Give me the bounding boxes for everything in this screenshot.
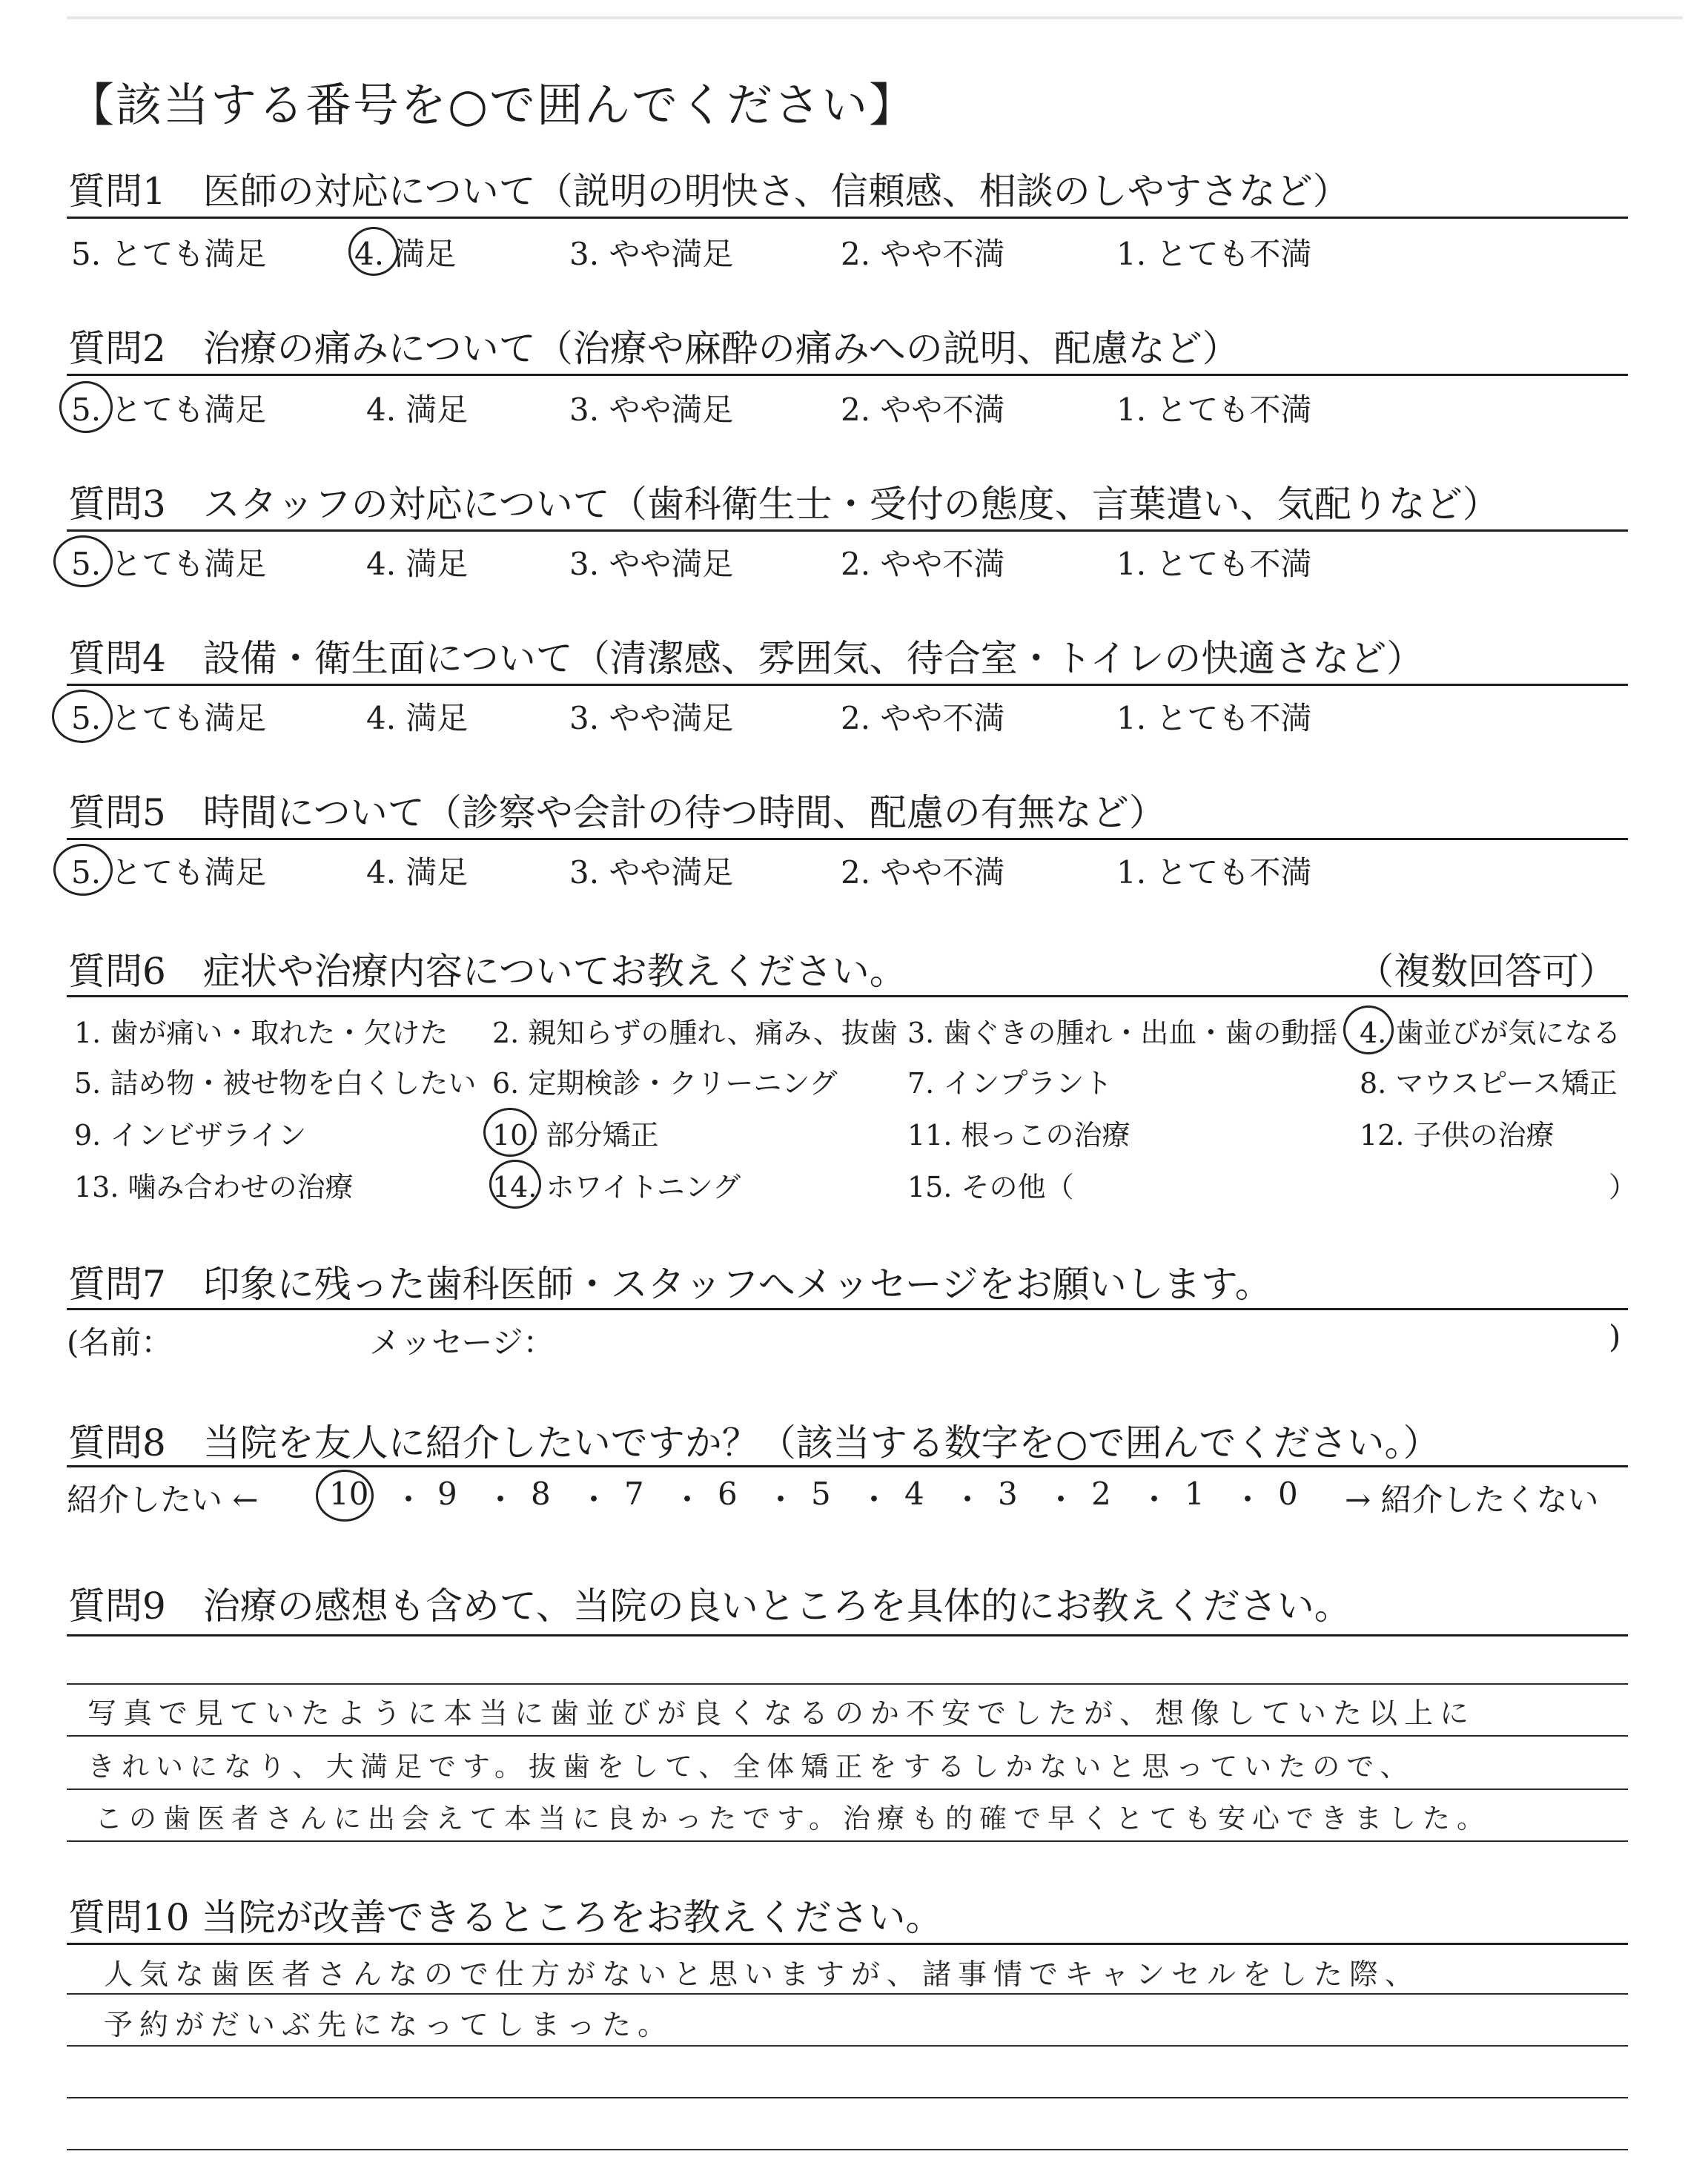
treatment-item[interactable]: 8. マウスピース矯正: [1360, 1067, 1618, 1100]
message-close: ): [1609, 1318, 1621, 1355]
treatment-item[interactable]: 5. 詰め物・被せ物を白くしたい: [74, 1067, 477, 1100]
option-2[interactable]: 2. やや不満: [841, 236, 1005, 272]
scale-dot: ・: [672, 1482, 704, 1518]
answer-line: [67, 2045, 1628, 2047]
selection-circle: [348, 227, 399, 276]
name-label: (名前：: [67, 1324, 173, 1361]
treatment-item[interactable]: 11. 根っこの治療: [907, 1119, 1131, 1152]
q6-heading: 質問6 症状や治療内容についてお教えください。: [68, 950, 907, 993]
recommend-right-label: → 紹介したくない: [1345, 1482, 1599, 1518]
q8-heading: 質問8 当院を友人に紹介したいですか？（該当する数字を○で囲んでください。）: [68, 1421, 1440, 1464]
scale-10[interactable]: 10: [329, 1476, 369, 1512]
answer-line: [67, 1735, 1628, 1737]
answer-line: [67, 2149, 1628, 2150]
treatment-item[interactable]: 12. 子供の治療: [1360, 1119, 1555, 1152]
option-1[interactable]: 1. とても不満: [1116, 236, 1312, 272]
option-3[interactable]: 3. やや満足: [569, 236, 734, 272]
treatment-item[interactable]: 1. 歯が痛い・取れた・欠けた: [74, 1017, 448, 1049]
q10-answer-line-2: 予約がだいぶ先になってしまった。: [104, 2009, 674, 2042]
option-4[interactable]: 4. 満足: [366, 392, 469, 428]
q7-heading: 質問7 印象に残った歯科医師・スタッフへメッセージをお願いします。: [68, 1263, 1272, 1306]
divider: [67, 995, 1628, 997]
option-2[interactable]: 2. やや不満: [841, 546, 1005, 582]
scale-dot: ・: [1045, 1482, 1077, 1518]
selection-circle: [489, 1160, 541, 1209]
selection-circle: [53, 844, 113, 896]
option-5[interactable]: 5. とても満足: [71, 546, 267, 582]
divider: [67, 217, 1628, 219]
q9-answer-line-1: 写真で見ていたように本当に歯並びが良くなるのか不安でしたが、想像していた以上に: [87, 1697, 1476, 1731]
scale-0[interactable]: 0: [1278, 1476, 1298, 1512]
treatment-item[interactable]: 7. インプラント: [907, 1067, 1113, 1100]
scale-4[interactable]: 4: [904, 1476, 924, 1512]
option-5[interactable]: 5. とても満足: [71, 700, 267, 736]
scale-7[interactable]: 7: [624, 1476, 644, 1512]
selection-circle: [316, 1470, 374, 1522]
treatment-item[interactable]: 14. ホワイトニング: [492, 1171, 741, 1203]
option-5[interactable]: 5. とても満足: [71, 392, 267, 428]
q9-heading: 質問9 治療の感想も含めて、当院の良いところを具体的にお教えください。: [68, 1585, 1351, 1628]
option-2[interactable]: 2. やや不満: [841, 700, 1005, 736]
treatment-item[interactable]: 6. 定期検診・クリーニング: [492, 1067, 838, 1100]
answer-line: [67, 1789, 1628, 1790]
option-1[interactable]: 1. とても不満: [1116, 392, 1312, 428]
treatment-item[interactable]: 3. 歯ぐきの腫れ・出血・歯の動揺: [907, 1017, 1338, 1049]
option-1[interactable]: 1. とても不満: [1116, 700, 1312, 736]
scale-3[interactable]: 3: [998, 1476, 1018, 1512]
option-2[interactable]: 2. やや不満: [841, 854, 1005, 891]
option-4[interactable]: 4. 満足: [354, 236, 457, 272]
option-1[interactable]: 1. とても不満: [1116, 854, 1312, 891]
divider: [67, 1465, 1628, 1467]
scale-8[interactable]: 8: [531, 1476, 551, 1512]
option-3[interactable]: 3. やや満足: [569, 546, 734, 582]
q5-heading: 質問5 時間について（診察や会計の待つ時間、配慮の有無など）: [68, 791, 1166, 834]
option-1[interactable]: 1. とても不満: [1116, 546, 1312, 582]
q4-heading: 質問4 設備・衛生面について（清潔感、雰囲気、待合室・トイレの快適さなど）: [68, 637, 1424, 680]
scale-dot: ・: [393, 1482, 425, 1518]
selection-circle: [1343, 1005, 1394, 1054]
treatment-item-close: ）: [1609, 1171, 1638, 1203]
option-4[interactable]: 4. 満足: [366, 854, 469, 891]
option-5[interactable]: 5. とても満足: [71, 854, 267, 891]
selection-circle: [483, 1108, 537, 1157]
q9-answer-line-3: この歯医者さんに出会えて本当に良かったです。治療も的確で早くとても安心できました。: [95, 1803, 1492, 1834]
scale-5[interactable]: 5: [811, 1476, 831, 1512]
selection-circle: [59, 381, 113, 433]
divider: [67, 1634, 1628, 1636]
treatment-item[interactable]: 13. 噛み合わせの治療: [74, 1171, 354, 1203]
top-edge: [67, 16, 1683, 19]
scale-1[interactable]: 1: [1185, 1476, 1205, 1512]
scale-6[interactable]: 6: [718, 1476, 738, 1512]
scale-dot: ・: [952, 1482, 984, 1518]
treatment-item[interactable]: 2. 親知らずの腫れ、痛み、抜歯: [492, 1017, 898, 1049]
scale-dot: ・: [578, 1482, 610, 1518]
divider: [67, 838, 1628, 840]
option-3[interactable]: 3. やや満足: [569, 392, 734, 428]
selection-circle: [53, 535, 113, 587]
treatment-item[interactable]: 9. インビザライン: [74, 1119, 307, 1152]
divider: [67, 684, 1628, 686]
scale-dot: ・: [1139, 1482, 1171, 1518]
divider: [67, 1943, 1628, 1945]
message-label: メッセージ：: [369, 1324, 555, 1361]
recommend-left-label: 紹介したい ←: [67, 1482, 259, 1518]
answer-line: [67, 1993, 1628, 1995]
option-4[interactable]: 4. 満足: [366, 546, 469, 582]
q1-heading: 質問1 医師の対応について（説明の明快さ、信頼感、相談のしやすさなど）: [68, 170, 1350, 213]
scale-dot: ・: [858, 1482, 890, 1518]
scale-dot: ・: [1232, 1482, 1264, 1518]
answer-line: [67, 1683, 1628, 1685]
q10-answer-line-1: 人気な歯医者さんなので仕方がないと思いますが、諸事情でキャンセルをした際、: [104, 1958, 1421, 1992]
q6-note: （複数回答可）: [1357, 950, 1616, 993]
scale-2[interactable]: 2: [1091, 1476, 1111, 1512]
treatment-item[interactable]: 4. 歯並びが気になる: [1360, 1017, 1621, 1049]
option-4[interactable]: 4. 満足: [366, 700, 469, 736]
option-5[interactable]: 5. とても満足: [71, 236, 267, 272]
option-2[interactable]: 2. やや不満: [841, 392, 1005, 428]
q3-heading: 質問3 スタッフの対応について（歯科衛生士・受付の態度、言葉遣い、気配りなど）: [68, 483, 1500, 526]
answer-line: [67, 2097, 1628, 2098]
treatment-item[interactable]: 15. その他（: [907, 1171, 1074, 1203]
divider: [67, 529, 1628, 532]
selection-circle: [52, 690, 113, 743]
scale-dot: ・: [485, 1482, 517, 1518]
q9-answer-line-2: きれいになり、大満足です。抜歯をして、全体矯正をするしかないと思っていたので、: [87, 1751, 1414, 1783]
divider: [67, 374, 1628, 376]
divider: [67, 1308, 1628, 1310]
page-title: 【該当する番号を○で囲んでください】: [68, 78, 917, 132]
q10-heading: 質問10 当院が改善できるところをお教えください。: [68, 1896, 943, 1939]
treatment-item[interactable]: 10. 部分矯正: [492, 1119, 659, 1152]
q2-heading: 質問2 治療の痛みについて（治療や麻酔の痛みへの説明、配慮など）: [68, 327, 1239, 370]
scale-9[interactable]: 9: [437, 1476, 457, 1512]
option-3[interactable]: 3. やや満足: [569, 854, 734, 891]
answer-line: [67, 1840, 1628, 1842]
option-3[interactable]: 3. やや満足: [569, 700, 734, 736]
scale-dot: ・: [765, 1482, 797, 1518]
